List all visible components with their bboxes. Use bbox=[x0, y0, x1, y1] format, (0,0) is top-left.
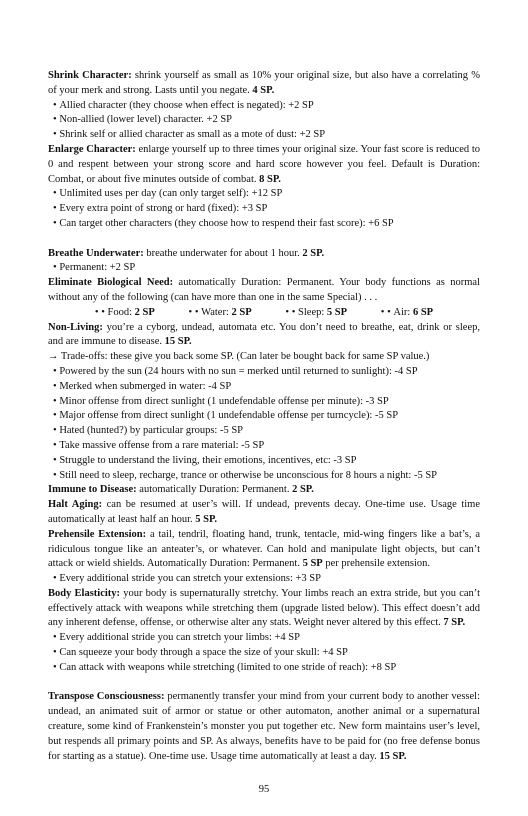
entry-title: Body Elasticity: bbox=[48, 587, 121, 599]
entry-title: Prehensile Extension: bbox=[48, 528, 147, 540]
transpose-consciousness-entry: Transpose Consciousness: permanently transfer your mind from your current body to another vessel: undead, an animated suit of armor or statue or other automaton, another animal or a supernatural creature, some kind of Frankenstein’s monster you put together etc. New form maintains user’s level, but respends all primary points and SP. As always, benefits have to be paid for (no free defense bonus for starting as a statue). One-time use. Usage time automatically at least a day. 15 SP. bbox=[48, 691, 480, 762]
list-item: • Every extra point of strong or hard (fixed): +3 SP bbox=[53, 202, 480, 217]
list-item: • Allied character (they choose when effect is negated): +2 SP bbox=[53, 99, 480, 114]
entry-title: Breathe Underwater: bbox=[48, 247, 144, 259]
list-item: • Every additional stride you can stretch your limbs: +4 SP bbox=[53, 631, 480, 646]
document-page bbox=[48, 69, 480, 764]
eliminate-biological-need-entry: Eliminate Biological Need: automatically Duration: Permanent. Your body functions as normal without any of the following (can have more than one in the same Special) . . . bbox=[48, 277, 480, 303]
entry-title: Non-Living: bbox=[48, 321, 103, 333]
list-item: • Can target other characters (they choose how to respend their fast score): +6 SP bbox=[53, 217, 480, 232]
entry-title: Transpose Consciousness: bbox=[48, 691, 165, 703]
non-living-entry: Non-Living: you’re a cyborg, undead, automata etc. You don’t need to breathe, eat, drink or sleep, and are immune to disease. 15 SP. bbox=[48, 321, 480, 348]
list-item: • Shrink self or allied character as small as a mote of dust: +2 SP bbox=[53, 128, 480, 143]
entry-title: Enlarge Character: bbox=[48, 143, 136, 155]
list-item: • Every additional stride you can stretch your extensions: +3 SP bbox=[53, 572, 480, 587]
breathe-underwater-entry: Breathe Underwater: breathe underwater for about 1 hour. 2 SP. bbox=[48, 247, 325, 259]
list-item: • Still need to sleep, recharge, trance or otherwise be unconscious for 8 hours a night: -5 SP bbox=[53, 469, 480, 484]
page-number: 95 bbox=[258, 784, 270, 795]
prehensile-extension-entry: Prehensile Extension: a tail, tendril, floating hand, trunk, tentacle, mid-wing fingers like a bat’s, a ridiculous tongue like an anteater’s, or whatever. Can hold and manipulate light objects, but can’t attack or wield shields. Automatically Duration: Permanent. 5 SP per prehensile extension. bbox=[48, 528, 480, 570]
list-item: • Merked when submerged in water: -4 SP bbox=[53, 380, 480, 395]
list-item: • Powered by the sun (24 hours with no sun = merked until returned to sunlight): -4 SP bbox=[53, 365, 480, 380]
list-item: • Take massive offense from a rare material: -5 SP bbox=[53, 439, 480, 454]
halt-aging-entry: Halt Aging: can be resumed at user’s will. If undead, prevents decay. One-time use. Usage time automatically at least half an hour. 5 SP. bbox=[48, 499, 480, 525]
body-elasticity-entry: Body Elasticity: your body is supernaturally stretchy. Your limbs reach an extra stride, but you can’t effectively attack with weapons while stretching them (upgrade listed below). This effect doesn’t add any inherent defense, offense, or otherwise alter any stats. Weight never altered by this effect. 7 SP. bbox=[48, 587, 480, 629]
list-item: • Struggle to understand the living, their emotions, incentives, etc: -3 SP bbox=[53, 454, 480, 469]
biological-needs-row bbox=[48, 306, 480, 321]
entry-title: Shrink Character: bbox=[48, 70, 132, 81]
trade-offs-note: → Trade-offs: these give you back some SP. (Can later be bought back for same SP value.) bbox=[48, 351, 430, 363]
need-water: • • Water: 2 SP bbox=[189, 306, 252, 321]
need-food: • • Food: 2 SP bbox=[95, 306, 155, 321]
list-item: • Hated (hunted?) by particular groups: -5 SP bbox=[53, 424, 480, 439]
need-sleep: • • Sleep: 5 SP bbox=[285, 306, 347, 321]
list-item: • Minor offense from direct sunlight (1 undefendable offense per minute): -3 SP bbox=[53, 395, 480, 410]
list-item: • Major offense from direct sunlight (1 undefendable offense per turncycle): -5 SP bbox=[53, 409, 480, 424]
enlarge-character-entry: Enlarge Character: enlarge yourself up to three times your original size. Your fast score is reduced to 0 and respent between your strong score and hard score however you feel. Default is Duration: Combat, or about five minutes outside of combat. 8 SP. bbox=[48, 143, 481, 185]
list-item: • Can squeeze your body through a space the size of your skull: +4 SP bbox=[53, 646, 480, 661]
shrink-character-entry: Shrink Character: shrink yourself as small as 10% your original size, but also have a correlating % of your merk and strong. Lasts until you negate. 4 SP. bbox=[48, 70, 480, 96]
immune-to-disease-entry: Immune to Disease: automatically Duration: Permanent. 2 SP. bbox=[48, 484, 314, 496]
list-item: • Can attack with weapons while stretching (limited to one stride of reach): +8 SP bbox=[53, 661, 480, 676]
list-item: • Unlimited uses per day (can only target self): +12 SP bbox=[53, 187, 480, 202]
list-item: • Non-allied (lower level) character. +2 SP bbox=[53, 113, 480, 128]
entry-title: Eliminate Biological Need: bbox=[48, 277, 174, 289]
list-item: • Permanent: +2 SP bbox=[53, 261, 480, 276]
entry-title: Halt Aging: bbox=[48, 499, 103, 511]
entry-title: Immune to Disease: bbox=[48, 484, 137, 496]
need-air: • • Air: 6 SP bbox=[381, 306, 433, 321]
